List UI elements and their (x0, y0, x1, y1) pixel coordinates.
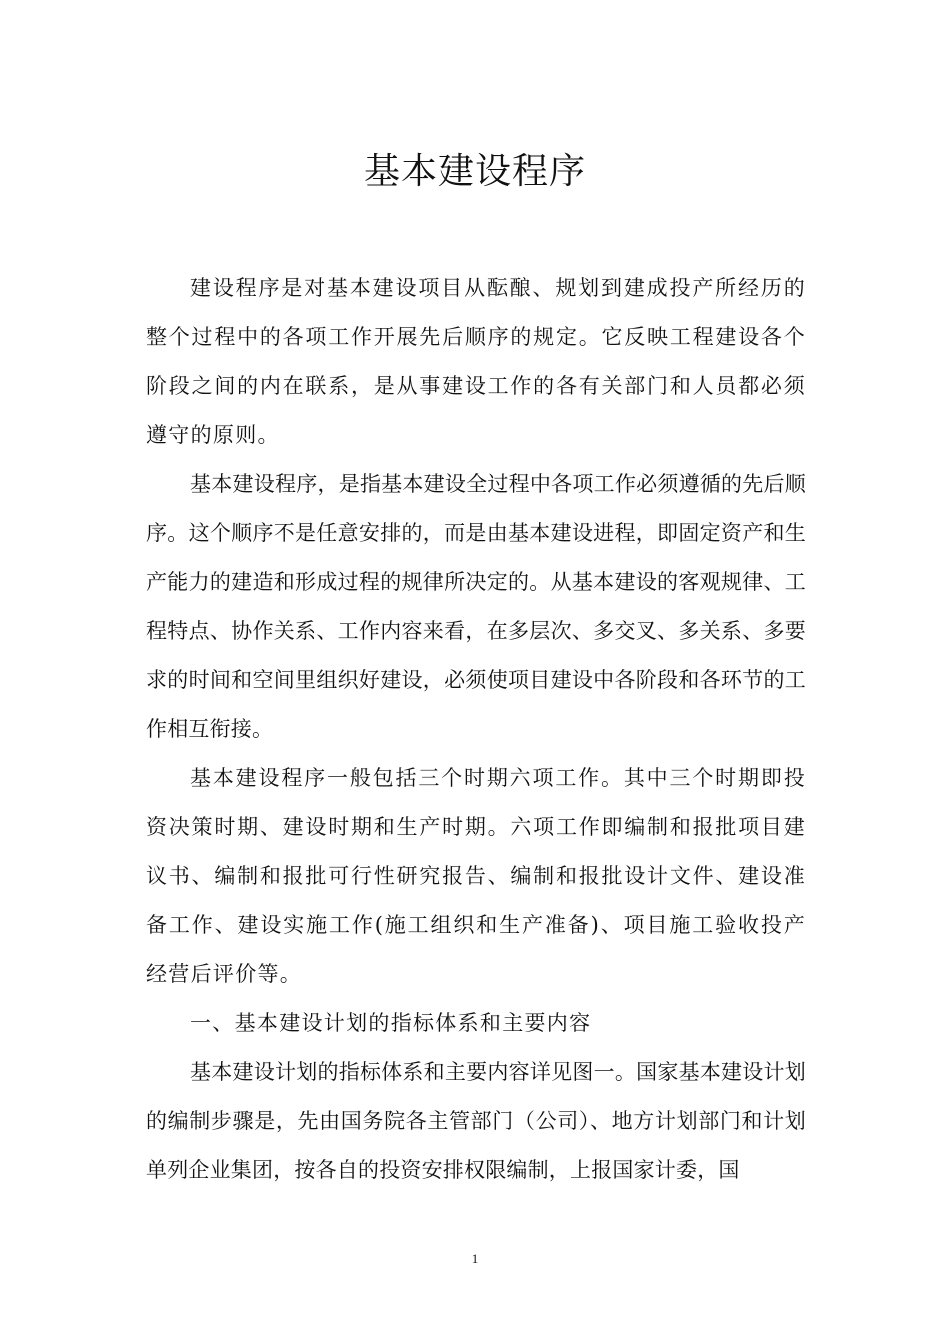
paragraph-definition: 建设程序是对基本建设项目从酝酿、规划到建成投产所经历的整个过程中的各项工作开展先后顺序的规定。它反映工程建设各个阶段之间的内在联系，是从事建设工作的各有关部门和人员都必须遵守的原则。 (146, 276, 806, 447)
paragraph-construction-sequence: 基本建设程序，是指基本建设全过程中各项工作必须遵循的先后顺序。这个顺序不是任意安排的，而是由基本建设进程，即固定资产和生产能力的建造和形成过程的规律所决定的。从基本建设的客观规律、工程特点、协作关系、工作内容来看，在多层次、多交叉、多关系、多要求的时间和空间里组织好建设，必须使项目建设中各阶段和各环节的工作相互衔接。 (146, 472, 806, 741)
document-title: 基本建设程序 (363, 151, 586, 192)
paragraph-periods-and-tasks: 基本建设程序一般包括三个时期六项工作。其中三个时期即投资决策时期、建设时期和生产时期。六项工作即编制和报批项目建议书、编制和报批可行性研究报告、编制和报批设计文件、建设准备工作、建设实施工作(施工组织和生产准备)、项目施工验收投产经营后评价等。 (146, 766, 806, 986)
section-heading: 一、基本建设计划的指标体系和主要内容 (190, 1011, 592, 1035)
paragraph-plan-indicators: 基本建设计划的指标体系和主要内容详见图一。国家基本建设计划的编制步骤是，先由国务院各主管部门（公司）、地方计划部门和计划单列企业集团，按各自的投资安排权限编制，上报国家计委，国 (146, 1060, 806, 1182)
page-number: 1 (471, 1251, 479, 1266)
document-body (146, 264, 806, 1195)
